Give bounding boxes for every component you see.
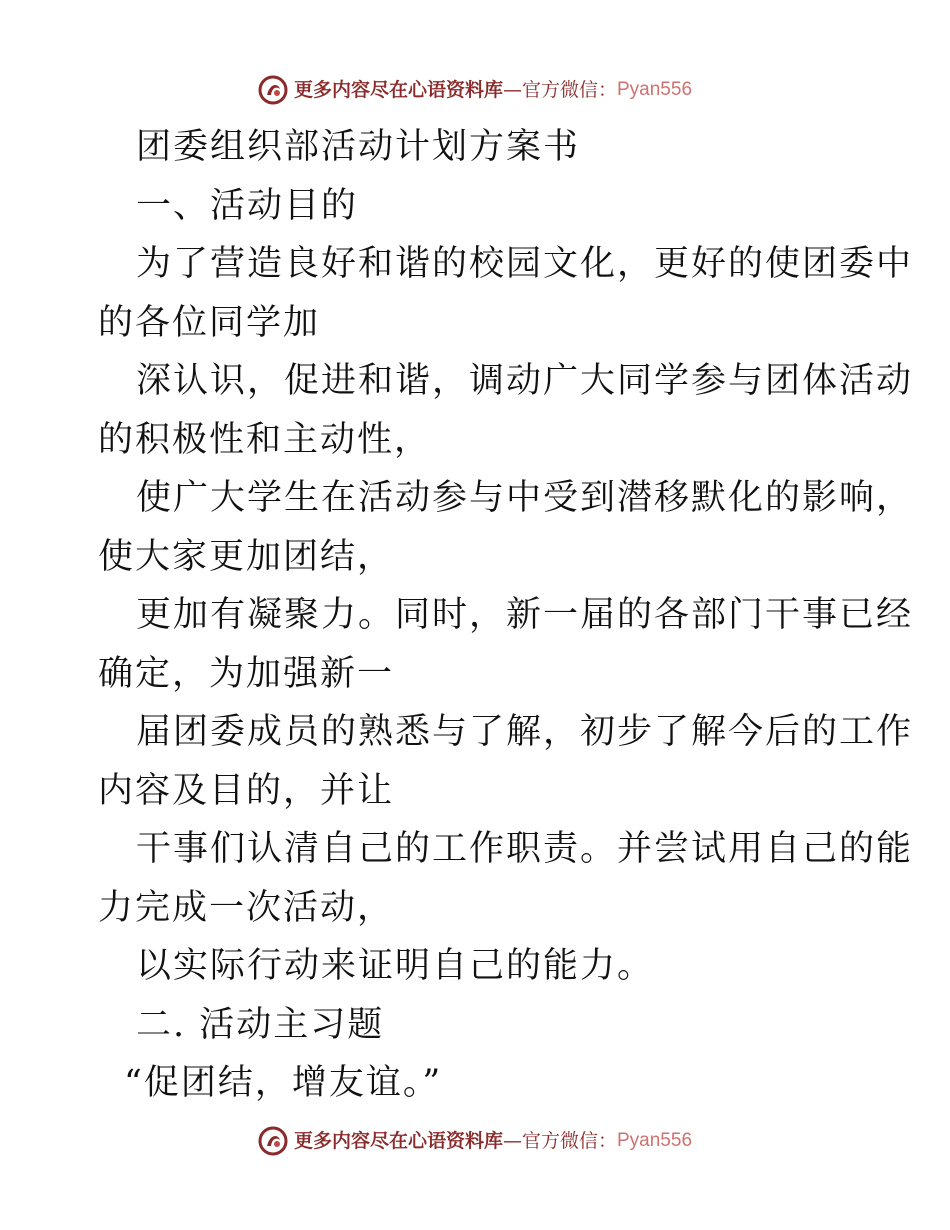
section-heading-1: 一、活动目的 bbox=[136, 185, 359, 226]
watermark-label: 官方微信： bbox=[521, 79, 617, 101]
document-body bbox=[98, 118, 914, 1113]
paragraph-line: 干事们认清自己的工作职责。并尝试用自己的能 bbox=[136, 829, 914, 869]
watermark-main-text: 更多内容尽在心语资料库 bbox=[293, 1130, 503, 1152]
watermark-dash: — bbox=[502, 79, 522, 101]
watermark-main-text: 更多内容尽在心语资料库 bbox=[293, 79, 503, 101]
red-swirl-logo-icon bbox=[258, 75, 288, 105]
red-swirl-logo-icon bbox=[258, 1126, 288, 1156]
paragraph-line: 的各位同学加 bbox=[98, 302, 321, 343]
paragraph-line: 深认识，促进和谐，调动广大同学参与团体活动 bbox=[136, 361, 914, 401]
paragraph-line: 确定，为加强新一 bbox=[98, 653, 395, 694]
watermark-banner-top bbox=[0, 73, 950, 107]
watermark-banner-bottom bbox=[0, 1124, 950, 1158]
paragraph-line: 使广大学生在活动参与中受到潜移默化的影响， bbox=[136, 478, 914, 518]
theme-quote: “促团结，增友谊。” bbox=[124, 1063, 443, 1103]
watermark-handle: Pyan556 bbox=[617, 79, 693, 100]
paragraph-line: 届团委成员的熟悉与了解，初步了解今后的工作 bbox=[136, 712, 914, 752]
watermark-handle: Pyan556 bbox=[617, 1130, 693, 1151]
document-title: 团委组织部活动计划方案书 bbox=[136, 127, 581, 167]
paragraph-line: 的积极性和主动性， bbox=[98, 419, 432, 460]
paragraph-line: 力完成一次活动， bbox=[98, 887, 395, 928]
paragraph-line: 内容及目的，并让 bbox=[98, 770, 395, 811]
paragraph-line: 以实际行动来证明自己的能力。 bbox=[136, 946, 655, 986]
section-heading-2: 二. 活动主习题 bbox=[136, 1004, 385, 1045]
watermark-label: 官方微信： bbox=[521, 1130, 617, 1152]
paragraph-line: 使大家更加团结， bbox=[98, 536, 395, 577]
paragraph-line: 为了营造良好和谐的校园文化，更好的使团委中 bbox=[136, 244, 914, 284]
paragraph-line: 更加有凝聚力。同时，新一届的各部门干事已经 bbox=[136, 595, 914, 635]
watermark-dash: — bbox=[502, 1130, 522, 1152]
